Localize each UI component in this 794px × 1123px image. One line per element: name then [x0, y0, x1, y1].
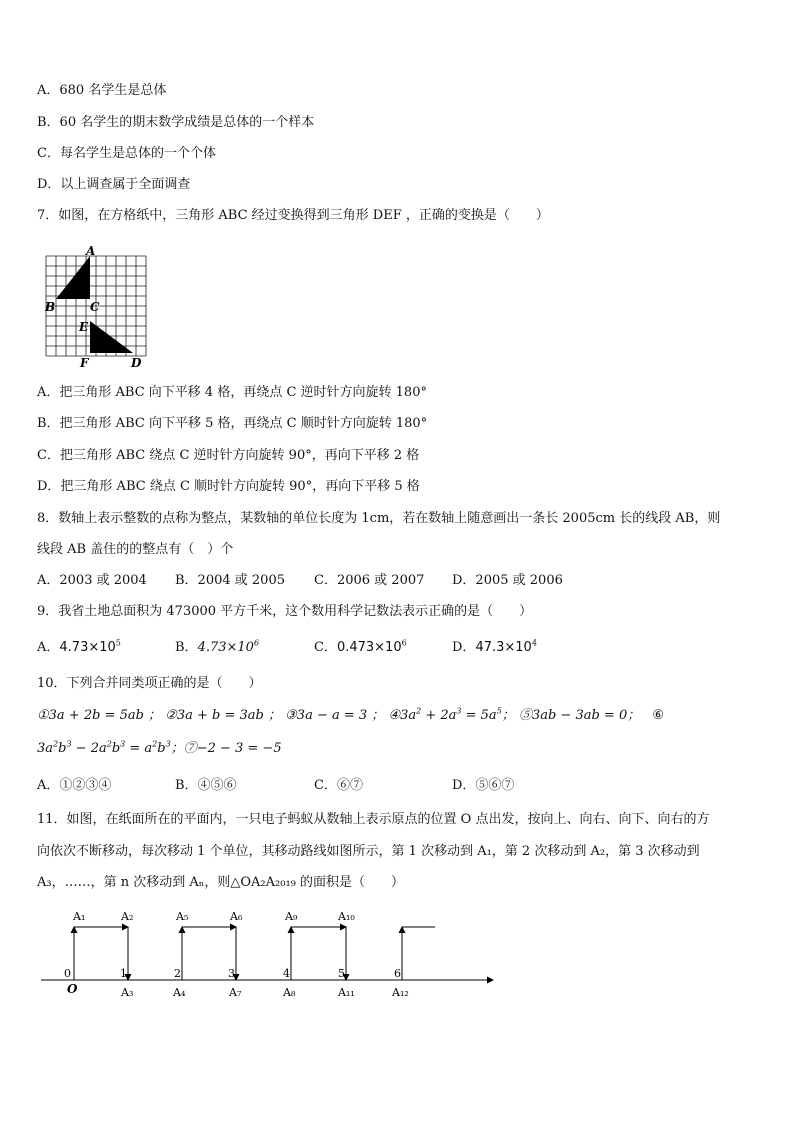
q7-option-d: D．把三角形 ABC 绕点 C 顺时针方向旋转 90°，再向下平移 5 格 [37, 479, 420, 494]
q9-option-c [314, 640, 407, 656]
q6-option-b: B．60 名学生的期末数学成绩是总体的一个样本 [37, 115, 315, 130]
q6-option-d: D．以上调查属于全面调查 [37, 177, 191, 192]
q9-option-a [37, 640, 121, 656]
q10-item-4-a: ④3a [388, 708, 417, 723]
label-d: D [131, 356, 142, 368]
label-a11: A₁₁ [338, 986, 355, 999]
q9-option-c-exp: 6 [401, 638, 407, 648]
q9-option-b-label: B． [175, 640, 198, 655]
q10-item-6-b: b [58, 741, 67, 756]
label-f: F [80, 356, 89, 368]
label-a5: A₅ [176, 910, 189, 923]
tick-1: 1 [120, 967, 127, 980]
q10-item-5: ⑤3ab − 3ab = 0； [518, 708, 641, 723]
tick-3: 3 [228, 967, 235, 980]
label-a2: A₂ [121, 910, 134, 923]
q10-item-6-c: − 2a [71, 741, 107, 756]
q9-option-c-base: 0.473×10 [336, 640, 402, 655]
q10-option-a: A．①②③④ [37, 778, 112, 793]
q9-stem: 9．我省土地总面积为 473000 平方千米，这个数用科学记数法表示正确的是（ ） [37, 604, 533, 619]
q9-option-b-exp: 6 [253, 638, 260, 648]
tick-2: 2 [174, 967, 181, 980]
q8-option-d: D．2005 或 2006 [452, 573, 563, 588]
label-a8: A₈ [283, 986, 296, 999]
q10-option-c: C．⑥⑦ [314, 778, 363, 793]
q11-ant-path-figure [38, 905, 498, 1005]
tick-4: 4 [283, 967, 290, 980]
q9-option-a-exp: 5 [115, 638, 121, 648]
q9-option-a-label: A． [37, 640, 60, 655]
q8-option-b: B．2004 或 2005 [175, 573, 285, 588]
label-b: B [45, 300, 56, 314]
q9-option-a-base: 4.73×10 [59, 640, 116, 655]
label-a: A [86, 244, 96, 258]
q6-option-a: A．680 名学生是总体 [37, 83, 167, 98]
q10-item-1: ①3a + 2b = 5ab ； [37, 708, 162, 723]
label-a3: A₃ [121, 986, 134, 999]
q8-option-a: A．2003 或 2004 [37, 573, 147, 588]
q7-option-a: A．把三角形 ABC 向下平移 4 格，再绕点 C 逆时针方向旋转 180° [37, 385, 427, 400]
q7-option-c: C．把三角形 ABC 绕点 C 逆时针方向旋转 90°，再向下平移 2 格 [37, 448, 420, 463]
q10-items-line2 [37, 741, 282, 757]
label-a9: A₉ [285, 910, 298, 923]
q10-option-b: B．④⑤⑥ [175, 778, 237, 793]
q9-option-b-base: 4.73×10 [197, 640, 254, 655]
q9-option-d [452, 640, 537, 656]
q8-stem-line2: 线段 AB 盖住的的整点有（ ）个 [37, 542, 234, 557]
label-a6: A₆ [230, 910, 243, 923]
q9-option-d-label: D． [452, 640, 476, 655]
q7-grid-figure [36, 243, 151, 368]
q7-stem: 7．如图，在方格纸中，三角形 ABC 经过变换得到三角形 DEF ，正确的变换是（ ） [37, 208, 549, 223]
q9-option-c-label: C． [314, 640, 337, 655]
q10-items-line1 [37, 708, 664, 724]
q10-item-4-c: = 5a [461, 708, 497, 723]
q8-option-c: C．2006 或 2007 [314, 573, 425, 588]
q6-option-c: C．每名学生是总体的一个个体 [37, 146, 216, 161]
q10-item-6: $3a^2b^3 - 2a^2b^3 = a^2b^3$ [37, 739, 171, 756]
q10-item-3: ③3a − a = 3 ； [285, 708, 385, 723]
q10-stem: 10．下列合并同类项正确的是（ ） [37, 676, 262, 691]
q7-option-b: B．把三角形 ABC 向下平移 5 格，再绕点 C 顺时针方向旋转 180° [37, 416, 428, 431]
q10-item-6-mark: ⑥ [652, 708, 665, 723]
label-a4: A₄ [173, 986, 186, 999]
origin-label: O [67, 982, 78, 996]
label-a10: A₁₀ [338, 910, 355, 923]
label-a1: A₁ [73, 910, 86, 923]
q9-option-b [175, 640, 259, 656]
q10-item-4-b: + 2a [421, 708, 457, 723]
q10-option-d: D．⑤⑥⑦ [452, 778, 515, 793]
q10-item-7: ；⑦−2 − 3 = −5 [170, 741, 282, 756]
q8-stem-line1: 8．数轴上表示整数的点称为整点，某数轴的单位长度为 1cm，若在数轴上随意画出一条长 2005cm 长的线段 AB，则 [37, 511, 721, 526]
q11-stem-line1: 11．如图，在纸面所在的平面内，一只电子蚂蚁从数轴上表示原点的位置 O 点出发，按向上、向右、向下、向右的方 [37, 812, 710, 827]
q9-option-d-base: 47.3×10 [475, 640, 532, 655]
q11-stem-line3: A₃，……，第 n 次移动到 Aₙ，则△OA₂A₂₀₁₉ 的面积是（ ） [37, 875, 405, 890]
q11-stem-line2: 向依次不断移动，每次移动 1 个单位，其移动路线如图所示，第 1 次移动到 A₁，第 2 次移动到 A₂，第 3 次移动到 [37, 844, 700, 859]
tick-0: 0 [64, 967, 71, 980]
label-c: C [90, 300, 100, 314]
q10-item-2: ②3a + b = 3ab ； [165, 708, 281, 723]
q10-item-6-d: b [111, 741, 121, 756]
label-e: E [79, 320, 89, 334]
ant-path [74, 927, 435, 980]
tick-5: 5 [338, 967, 345, 980]
tick-6: 6 [394, 967, 401, 980]
q10-item-4: $④3a^2 + 2a^3 = 5a^5$； [388, 706, 515, 723]
triangle-abc [56, 256, 90, 299]
q10-item-6-f: b [157, 741, 166, 756]
q10-item-6-a: 3a [37, 741, 54, 756]
label-a12: A₁₂ [392, 986, 409, 999]
label-a7: A₇ [229, 986, 242, 999]
q10-item-6-e: = a [125, 741, 153, 756]
q9-option-d-exp: 4 [531, 638, 537, 648]
q10-item-4-d: ； [501, 708, 515, 723]
